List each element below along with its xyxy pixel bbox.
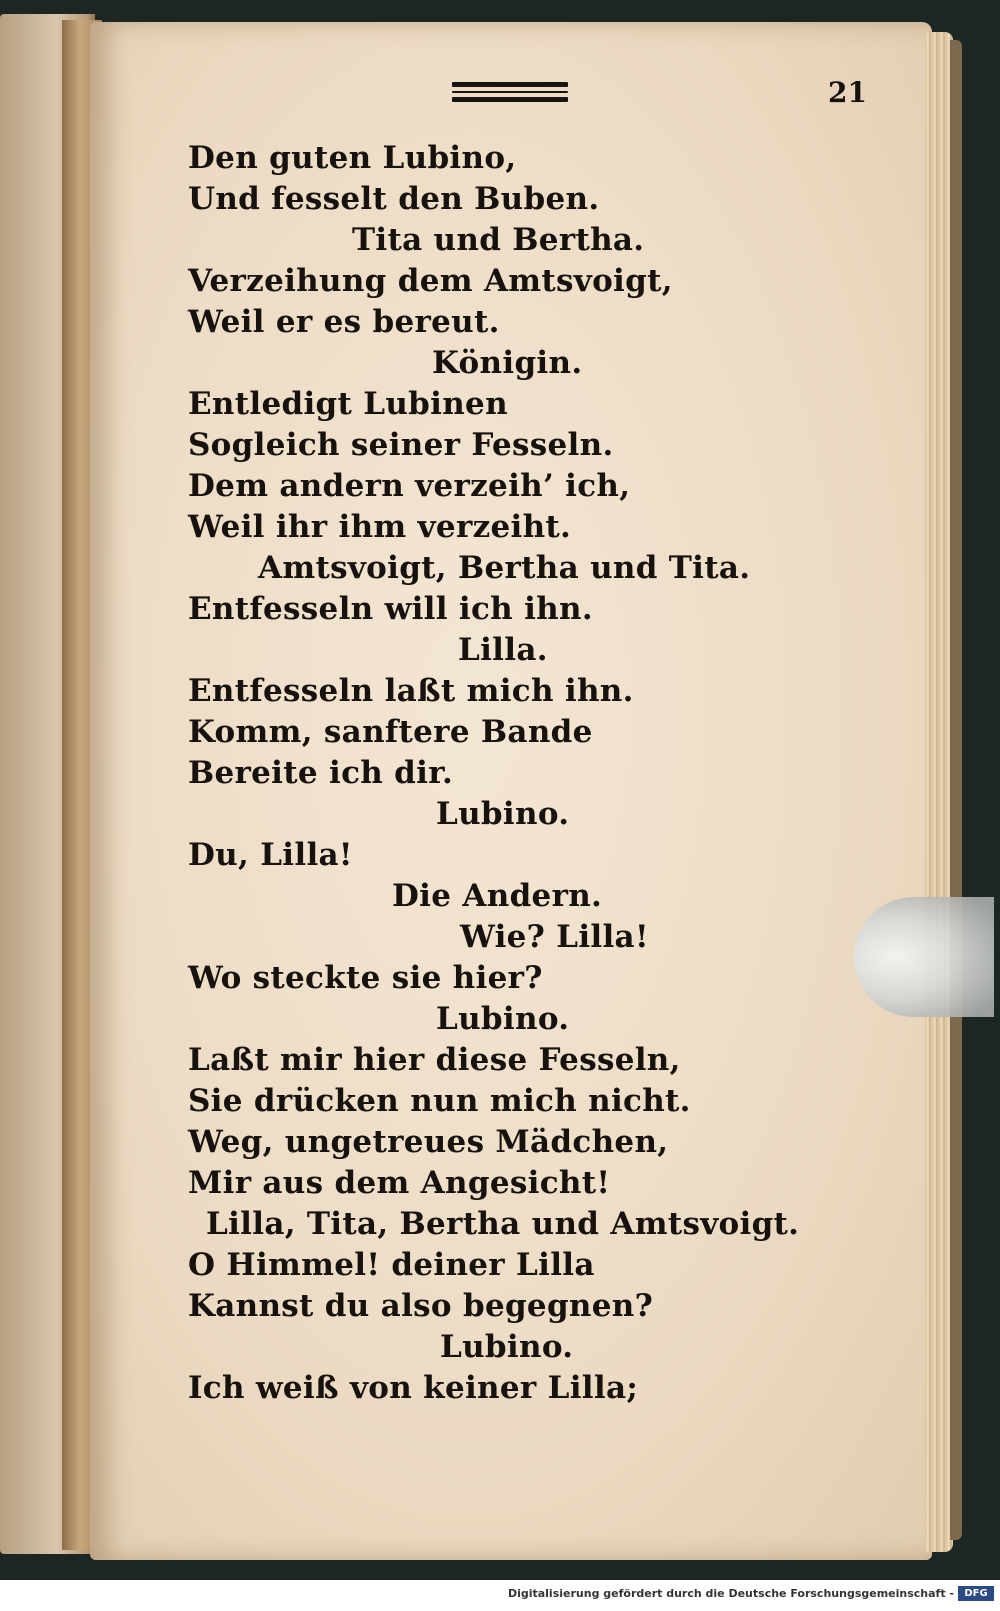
verse-line: Entfesseln will ich ihn. bbox=[188, 591, 593, 627]
verse-line: Wie? Lilla! bbox=[460, 919, 649, 955]
verse-line: Mir aus dem Angesicht! bbox=[188, 1165, 611, 1201]
speaker-heading: Amtsvoigt, Bertha und Tita. bbox=[258, 550, 751, 586]
verse-line: Ich weiß von keiner Lilla; bbox=[188, 1370, 639, 1406]
speaker-heading: Lubino. bbox=[436, 1001, 570, 1037]
speaker-heading: Königin. bbox=[432, 345, 583, 381]
speaker-heading: Tita und Bertha. bbox=[352, 222, 645, 258]
verse-line: Dem andern verzeih’ ich, bbox=[188, 468, 631, 504]
footer-bar bbox=[0, 1580, 1000, 1611]
speaker-heading: Lubino. bbox=[440, 1329, 574, 1365]
speaker-heading: Lubino. bbox=[436, 796, 570, 832]
verse-line: Du, Lilla! bbox=[188, 837, 353, 873]
speaker-heading: Lilla, Tita, Bertha und Amtsvoigt. bbox=[206, 1206, 800, 1242]
verse-line: Sie drücken nun mich nicht. bbox=[188, 1083, 691, 1119]
verse-line: Weg, ungetreues Mädchen, bbox=[188, 1124, 669, 1160]
verse-line: Weil ihr ihm verzeiht. bbox=[188, 509, 572, 545]
verse-line: Laßt mir hier diese Fesseln, bbox=[188, 1042, 681, 1078]
verse-line: Sogleich seiner Fesseln. bbox=[188, 427, 614, 463]
verse-line: Und fesselt den Buben. bbox=[188, 181, 600, 217]
dfg-logo: DFG bbox=[958, 1586, 994, 1601]
footer-credit: Digitalisierung gefördert durch die Deutsche Forschungsgemeinschaft - bbox=[507, 1587, 954, 1600]
verse-line: Entledigt Lubinen bbox=[188, 386, 508, 422]
verse-line: Komm, sanftere Bande bbox=[188, 714, 593, 750]
verse-line: Den guten Lubino, bbox=[188, 140, 517, 176]
verse-line: Kannst du also begegnen? bbox=[188, 1288, 654, 1324]
verse-line: Weil er es bereut. bbox=[188, 304, 500, 340]
verse-line: Bereite ich dir. bbox=[188, 755, 454, 791]
verse-line: Wo steckte sie hier? bbox=[188, 960, 543, 996]
verse-line: Entfesseln laßt mich ihn. bbox=[188, 673, 634, 709]
speaker-heading: Die Andern. bbox=[392, 878, 603, 914]
page-number: 21 bbox=[828, 76, 867, 109]
verse-line: Verzeihung dem Amtsvoigt, bbox=[188, 263, 673, 299]
speaker-heading: Lilla. bbox=[458, 632, 548, 668]
verse-line: O Himmel! deiner Lilla bbox=[188, 1247, 595, 1283]
